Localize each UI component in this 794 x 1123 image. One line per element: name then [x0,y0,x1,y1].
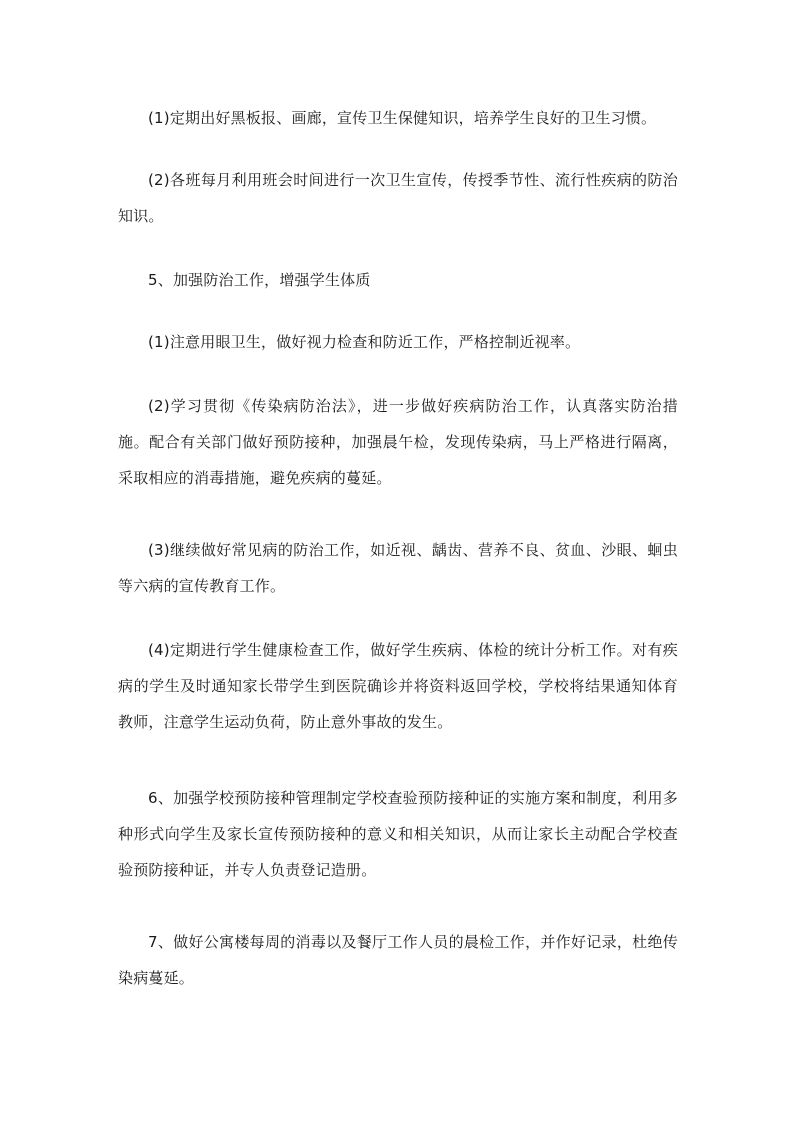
section-heading-prevention: 5、加强防治工作，增强学生体质 [148,271,371,289]
paragraph-eye-hygiene: (1)注意用眼卫生，做好视力检查和防近工作，严格控制近视率。 [148,333,581,351]
paragraph-infectious-disease-law: (2)学习贯彻《传染病防治法》，进一步做好疾病防治工作，认真落实防治措施。配合有关部门做好预防接种，加强晨午检，发现传染病，马上严格进行隔离，采取相应的消毒措施，避免疾病的蔓延。 [118,397,678,487]
paragraph-hygiene-publicity-board: (1)定期出好黑板报、画廊，宣传卫生保健知识，培养学生良好的卫生习惯。 [148,109,657,127]
paragraph-health-checkup: (4)定期进行学生健康检查工作，做好学生疾病、体检的统计分析工作。对有疾病的学生及时通知家长带学生到医院确诊并将资料返回学校，学校将结果通知体育教师，注意学生运动负荷，防止意外事故的发生。 [118,641,678,731]
paragraph-dormitory-disinfection: 7、做好公寓楼每周的消毒以及餐厅工作人员的晨检工作，并作好记录，杜绝传染病蔓延。 [118,933,678,987]
paragraph-common-diseases: (3)继续做好常见病的防治工作，如近视、龋齿、营养不良、贫血、沙眼、蛔虫等六病的宣传教育工作。 [118,541,678,595]
paragraph-class-meeting-publicity: (2)各班每月利用班会时间进行一次卫生宣传，传授季节性、流行性疾病的防治知识。 [118,171,678,225]
paragraph-vaccination-management: 6、加强学校预防接种管理制定学校查验预防接种证的实施方案和制度，利用多种形式向学生及家长宣传预防接种的意义和相关知识，从而让家长主动配合学校查验预防接种证，并专人负责登记造册。 [118,789,678,879]
